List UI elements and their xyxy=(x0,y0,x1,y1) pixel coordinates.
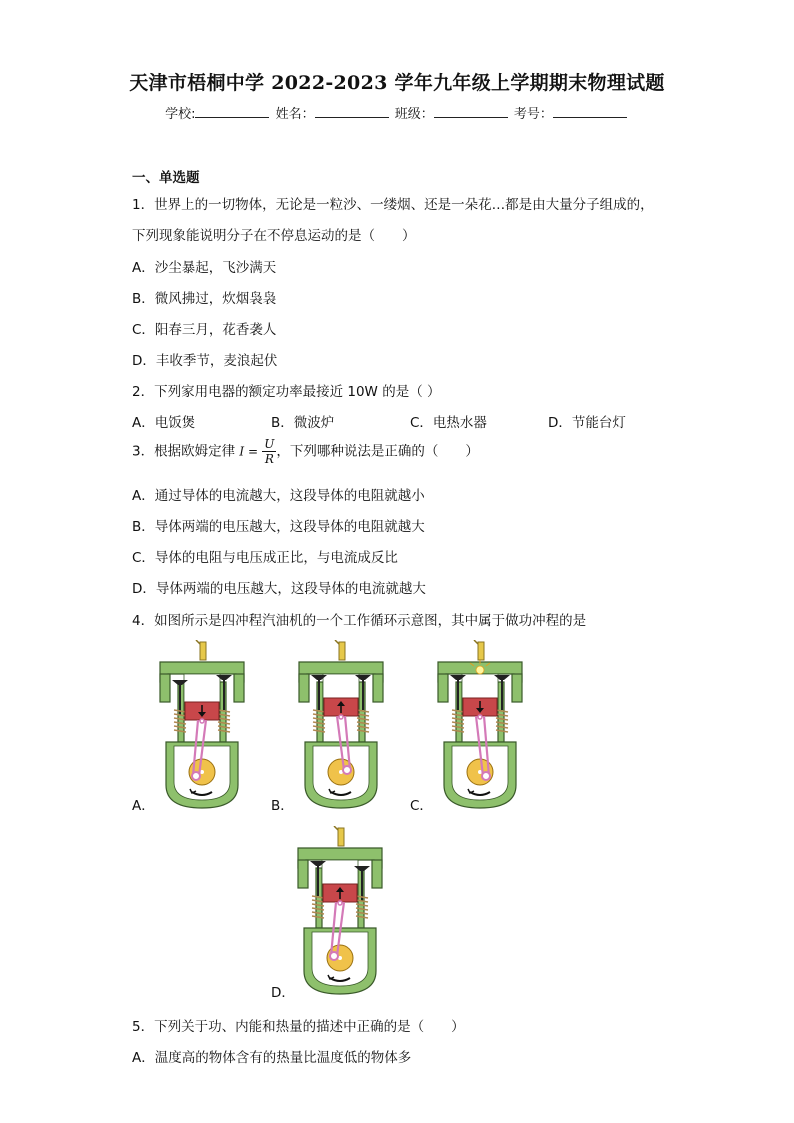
q3-option-c[interactable]: C．导体的电阻与电压成正比，与电流成反比 xyxy=(132,550,398,566)
engine-diagram-b[interactable] xyxy=(291,640,391,810)
q3-option-d[interactable]: D．导体两端的电压越大，这段导体的电流就越大 xyxy=(132,581,426,597)
name-label: 姓名： xyxy=(275,107,315,122)
engine-diagram-d[interactable] xyxy=(290,826,390,996)
q4-option-b[interactable]: B． xyxy=(271,798,294,814)
q3-formula-denominator: R xyxy=(264,452,274,466)
engine-diagram-c[interactable] xyxy=(430,640,530,810)
q1-stem-line2: 下列现象能说明分子在不停息运动的是（ ） xyxy=(132,228,416,244)
q3-formula-lhs: I = xyxy=(239,444,258,459)
q3-option-b[interactable]: B．导体两端的电压越大，这段导体的电阻就越大 xyxy=(132,519,425,535)
q5-stem: 5．下列关于功、内能和热量的描述中正确的是（ ） xyxy=(132,1019,465,1035)
q1-option-b[interactable]: B．微风拂过，炊烟袅袅 xyxy=(132,291,277,307)
id-label: 考号： xyxy=(513,107,553,122)
q2-option-c[interactable]: C．电热水器 xyxy=(410,415,487,431)
engine-diagram-a[interactable] xyxy=(152,640,252,810)
id-blank[interactable] xyxy=(553,105,627,118)
q3-stem-pre: 3．根据欧姆定律 xyxy=(132,443,236,460)
class-blank[interactable] xyxy=(434,105,508,118)
school-label: 学校: xyxy=(165,107,196,122)
q3-stem xyxy=(132,437,479,466)
q4-option-c[interactable]: C． xyxy=(410,798,433,814)
q4-option-d[interactable]: D． xyxy=(271,985,295,1001)
q2-option-b[interactable]: B．微波炉 xyxy=(271,415,335,431)
q1-option-c[interactable]: C．阳春三月，花香袭人 xyxy=(132,322,277,338)
q2-option-a[interactable]: A．电饭煲 xyxy=(132,415,196,431)
q3-stem-post: ，下列哪种说法是正确的（ ） xyxy=(276,443,479,460)
school-blank[interactable] xyxy=(195,105,269,118)
student-info-row xyxy=(0,103,794,122)
q1-stem-line1: 1．世界上的一切物体，无论是一粒沙、一缕烟、还是一朵花…都是由大量分子组成的， xyxy=(132,197,654,213)
q1-option-a[interactable]: A．沙尘暴起，飞沙满天 xyxy=(132,260,277,276)
document-title: 天津市梧桐中学 2022-2023 学年九年级上学期期末物理试题 xyxy=(129,72,665,94)
q3-option-a[interactable]: A．通过导体的电流越大，这段导体的电阻就越小 xyxy=(132,488,425,504)
q4-option-a[interactable]: A． xyxy=(132,798,155,814)
class-label: 班级： xyxy=(394,107,434,122)
q4-stem: 4．如图所示是四冲程汽油机的一个工作循环示意图，其中属于做功冲程的是 xyxy=(132,613,587,629)
q5-option-a[interactable]: A．温度高的物体含有的热量比温度低的物体多 xyxy=(132,1050,412,1066)
name-blank[interactable] xyxy=(315,105,389,118)
q2-stem: 2．下列家用电器的额定功率最接近 10W 的是（ ） xyxy=(132,384,441,400)
q3-formula-numerator: U xyxy=(264,437,275,451)
q2-option-d[interactable]: D．节能台灯 xyxy=(548,415,626,431)
q3-formula-fraction xyxy=(262,437,276,466)
section-title: 一、单选题 xyxy=(132,170,200,186)
q1-option-d[interactable]: D．丰收季节，麦浪起伏 xyxy=(132,353,278,369)
